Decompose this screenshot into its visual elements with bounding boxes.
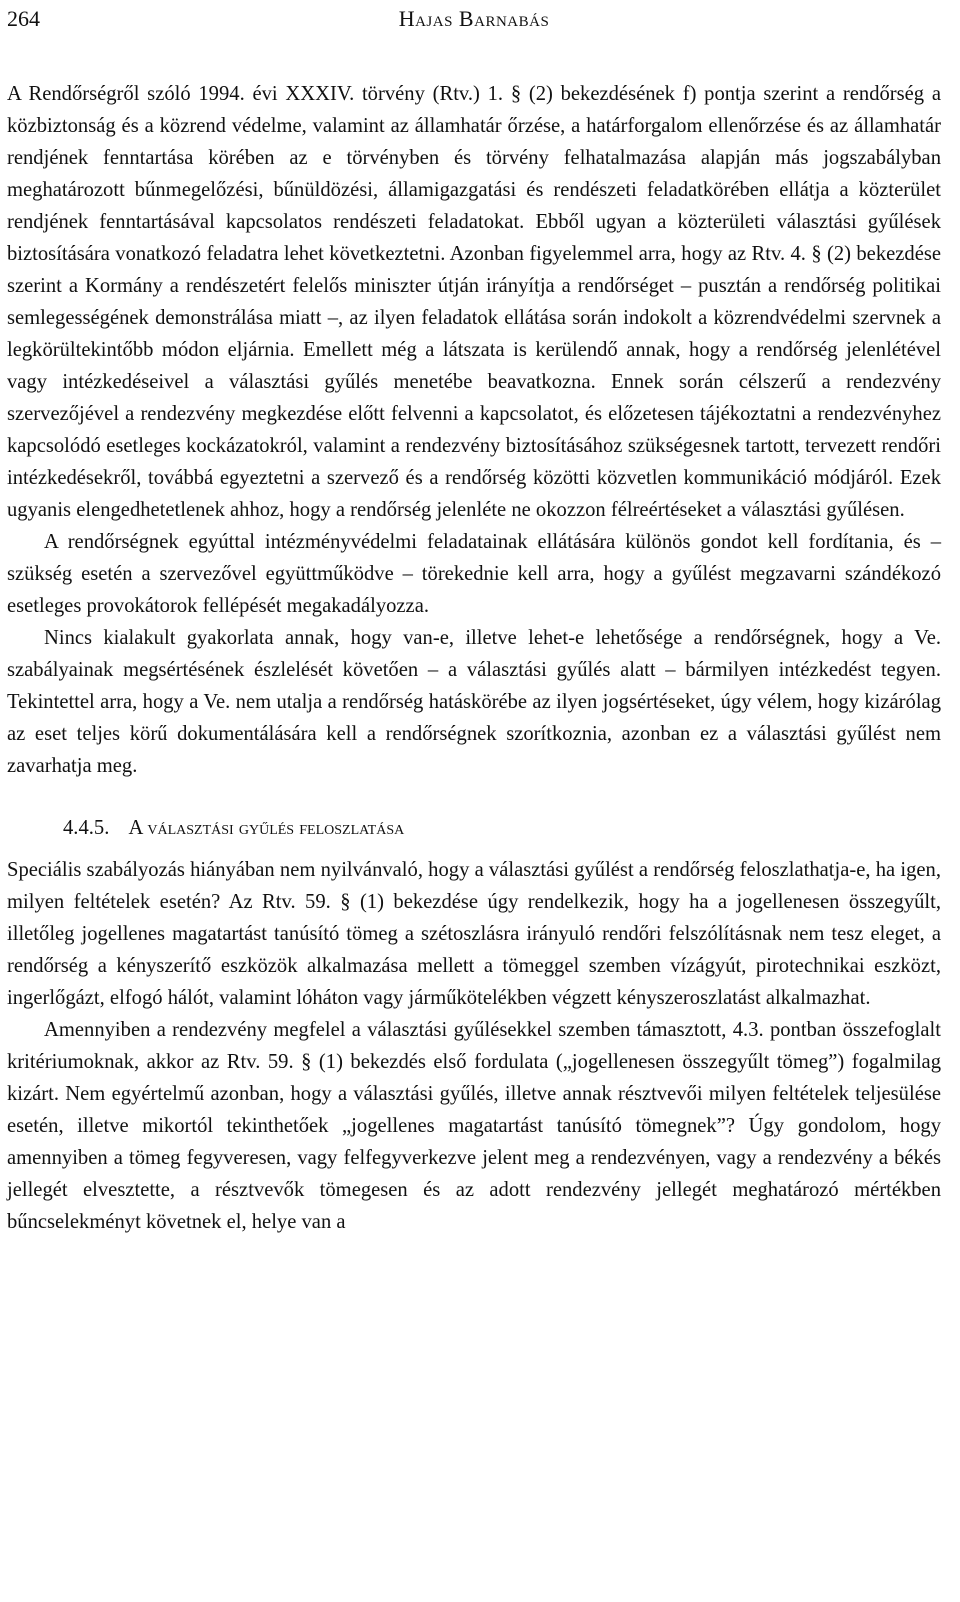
section-title: A választási gyűlés feloszlatása [128, 817, 405, 839]
paragraph: A Rendőrségről szóló 1994. évi XXXIV. törvény (Rtv.) 1. § (2) bekezdésének f) pontja szerint a rendőrség a közbiztonság és a közrend védelme, valamint az államhatár őrzése, a határforgalom ellenőrzése és az államhatár rendjének fenntartása körében az e törvényben és törvény felhatalmazása alapján más jogszabályban meghatározott bűnmegelőzési, bűnüldözési, államigazgatási és rendészeti feladatkörében ellátja a közterület rendjének fenntartásával kapcsolatos rendészeti feladatokat. Ebből ugyan a közterületi választási gyűlések biztosítására vonatkozó feladatra lehet következtetni. Azonban figyelemmel arra, hogy az Rtv. 4. § (2) bekezdése szerint a Kormány a rendészetért felelős miniszter útján irányítja a rendőrséget – pusztán a rendőrség politikai semlegességének demonstrálása miatt –, az ilyen feladatok ellátása során indokolt a közrendvédelmi szervnek a legkörültekintőbb módon eljárnia. Emellett még a látszata is kerülendő annak, hogy a rendőrség jelenlétével vagy intézkedéseivel a választási gyűlés menetébe beavatkozna. Ennek során célszerű a rendezvény szervezőjével a rendezvény megkezdése előtt felvenni a kapcsolatot, és előzetesen tájékoztatni a rendezvényhez kapcsolódó esetleges kockázatokról, valamint a rendezvény biztosításához szükségesnek tartott, tervezett rendőri intézkedésekről, továbbá egyeztetni a szervező és a rendőrség közötti közvetlen kommunikáció módjáról. Ezek ugyanis elengedhetetlenek ahhoz, hogy a rendőrség jelenléte ne okozzon félreértéseket a választási gyűlésen. [7, 83, 941, 521]
section-heading [63, 812, 941, 844]
body-text [7, 78, 941, 1238]
page-number: 264 [7, 6, 40, 31]
document-page [7, 0, 941, 1233]
paragraph: A rendőrségnek egyúttal intézményvédelmi feladatainak ellátására különös gondot kell fordítania, és – szükség esetén a szervezővel együttműködve – törekednie kell arra, hogy a gyűlést megzavarni szándékozó esetleges provokátorok fellépését megakadályozza. [7, 531, 941, 617]
paragraph: Speciális szabályozás hiányában nem nyilvánvaló, hogy a választási gyűlést a rendőrség feloszlathatja-e, ha igen, milyen feltételek esetén? Az Rtv. 59. § (1) bekezdése úgy rendelkezik, hogy ha a jogellenesen összegyűlt, illetőleg jogellenes magatartást tanúsító tömeg a szétoszlásra irányuló rendőri felszólításnak nem tesz eleget, a rendőrség a kényszerítő eszközök alkalmazása mellett a tömeggel szemben vízágyút, pirotechnikai eszközt, ingerlőgázt, elfogó hálót, valamint lóháton vagy járműkötelékben végzett kényszeroszlatást alkalmazhat. [7, 859, 941, 1009]
section-number: 4.4.5. [63, 817, 110, 839]
running-head [7, 0, 941, 38]
paragraph: Amennyiben a rendezvény megfelel a választási gyűlésekkel szemben támasztott, 4.3. pontban összefoglalt kritériumoknak, akkor az Rtv. 59. § (1) bekezdés első fordulata („jogellenesen összegyűlt tömeg”) fogalmilag kizárt. Nem egyértelmű azonban, hogy a választási gyűlés, illetve annak résztvevői milyen feltételek teljesülése esetén, illetve mikortól tekinthetőek „jogellenes magatartást tanúsító tömegnek”? Úgy gondolom, hogy amennyiben a tömeg fegyveresen, vagy felfegyverkezve jelent meg a rendezvényen, vagy a rendezvény a békés jellegét elvesztette, a résztvevők tömegesen és az adott rendezvény jellegét meghatározó mértékben bűncselekményt követnek el, helye van a [7, 1019, 941, 1233]
paragraph: Nincs kialakult gyakorlata annak, hogy van-e, illetve lehet-e lehetősége a rendőrségnek, hogy a Ve. szabályainak megsértésének észlelését követően – a választási gyűlés alatt – bármilyen intézkedést tegyen. Tekintettel arra, hogy a Ve. nem utalja a rendőrség hatáskörébe az ilyen jogsértéseket, úgy vélem, hogy kizárólag az eset teljes körű dokumentálására kell a rendőrségnek szorítkoznia, azonban ez a választási gyűlést nem zavarhatja meg. [7, 627, 941, 777]
running-title: Hajas Barnabás [398, 6, 550, 31]
